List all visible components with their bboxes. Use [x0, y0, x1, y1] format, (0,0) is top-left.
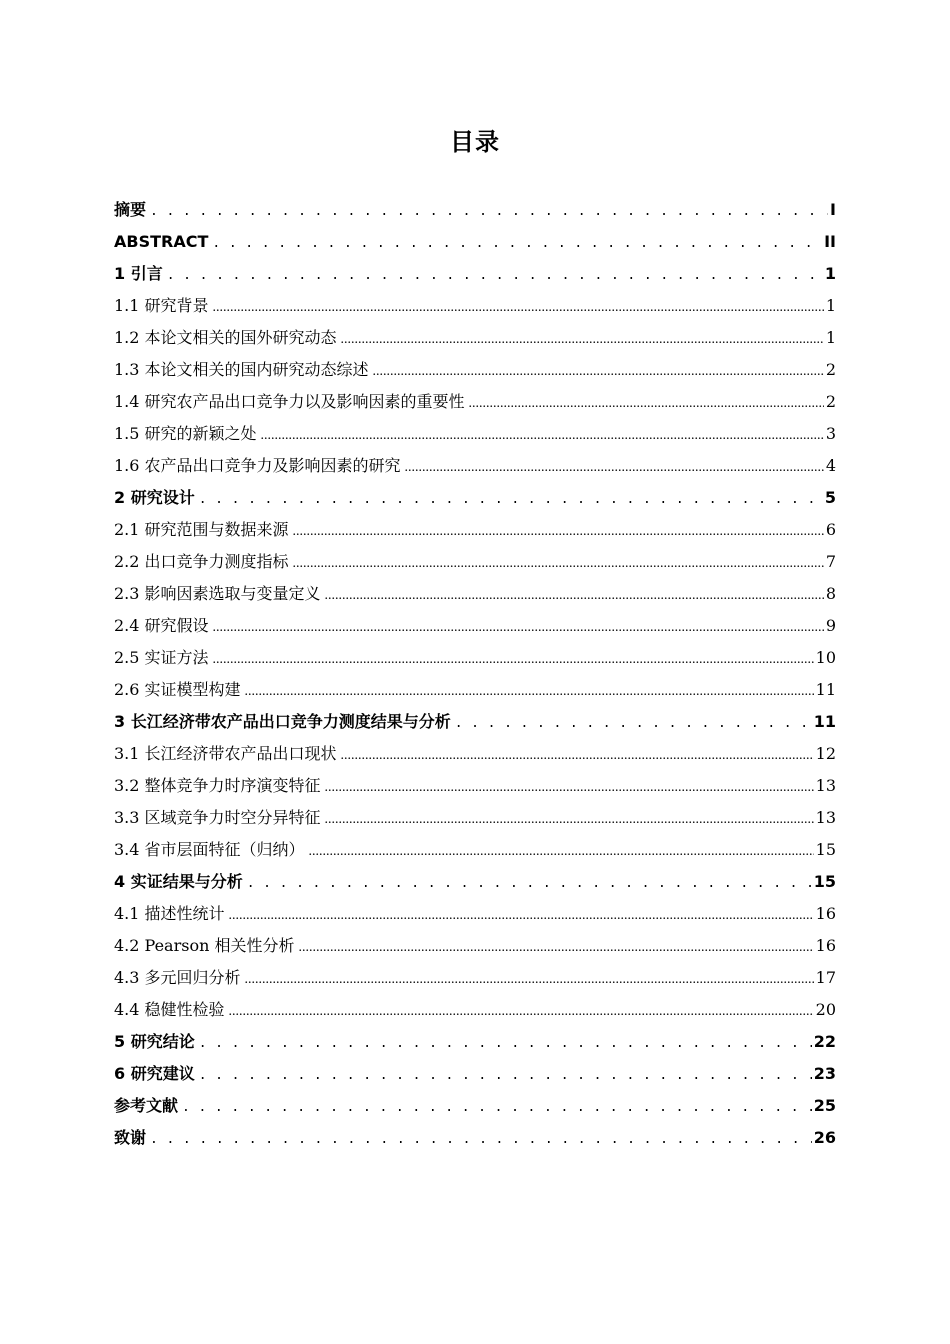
toc-dot-leader — [212, 226, 822, 258]
toc-entry[interactable] — [114, 802, 836, 834]
toc-entry-title: 1.5 研究的新颖之处 — [114, 424, 257, 443]
toc-dot-leader — [325, 770, 814, 802]
toc-entry-page-number: 1 — [825, 328, 836, 347]
toc-entry-page-number: 11 — [815, 680, 836, 699]
toc-entry-page-number: 13 — [815, 808, 836, 827]
toc-entry-page-number: 7 — [825, 552, 836, 571]
toc-dot-leader — [341, 322, 824, 354]
toc-entry[interactable] — [114, 994, 836, 1026]
toc-dot-leader — [213, 642, 814, 674]
toc-entry[interactable] — [114, 674, 836, 706]
toc-entry-title: 3 长江经济带农产品出口竞争力测度结果与分析 — [114, 712, 451, 731]
toc-entry-title: 1.1 研究背景 — [114, 296, 209, 315]
toc-entry-page-number: 17 — [815, 968, 836, 987]
toc-entry[interactable] — [114, 1122, 836, 1154]
toc-entry[interactable] — [114, 610, 836, 642]
toc-entry[interactable] — [114, 962, 836, 994]
toc-entry[interactable] — [114, 706, 836, 738]
toc-entry-page-number: 16 — [815, 936, 836, 955]
toc-entry-title: 4.3 多元回归分析 — [114, 968, 241, 987]
toc-entry[interactable] — [114, 738, 836, 770]
toc-dot-leader — [229, 994, 814, 1026]
toc-dot-leader — [298, 930, 813, 962]
toc-entry[interactable] — [114, 482, 836, 514]
toc-entry[interactable] — [114, 642, 836, 674]
toc-entry-page-number: 12 — [815, 744, 836, 763]
toc-entry-page-number: 15 — [815, 840, 836, 859]
toc-entry[interactable] — [114, 866, 836, 898]
toc-entry-title: 3.1 长江经济带农产品出口现状 — [114, 744, 337, 763]
toc-entry-page-number: 9 — [825, 616, 836, 635]
toc-entry-title: 4.1 描述性统计 — [114, 904, 225, 923]
toc-entry-page-number: 22 — [813, 1032, 836, 1051]
toc-entry-title: ABSTRACT — [114, 232, 209, 251]
toc-entry[interactable] — [114, 450, 836, 482]
toc-entry-title: 3.3 区域竞争力时空分异特征 — [114, 808, 321, 827]
toc-entry[interactable] — [114, 290, 836, 322]
toc-entry[interactable] — [114, 1026, 836, 1058]
toc-entry[interactable] — [114, 1090, 836, 1122]
toc-dot-leader — [325, 802, 814, 834]
toc-dot-leader — [150, 194, 828, 226]
toc-entry-page-number: 3 — [825, 424, 836, 443]
toc-entry-title: 1 引言 — [114, 264, 163, 283]
toc-dot-leader — [199, 1058, 812, 1090]
toc-dot-leader — [373, 354, 824, 386]
toc-dot-leader — [199, 1026, 812, 1058]
toc-entry-page-number: 4 — [825, 456, 836, 475]
toc-entry-page-number: 2 — [825, 360, 836, 379]
toc-dot-leader — [245, 674, 814, 706]
toc-dot-leader — [247, 866, 812, 898]
toc-entry-title: 2.5 实证方法 — [114, 648, 209, 667]
toc-entry-title: 3.4 省市层面特征（归纳） — [114, 840, 305, 859]
toc-entry-title: 3.2 整体竞争力时序演变特征 — [114, 776, 321, 795]
toc-entry-title: 1.3 本论文相关的国内研究动态综述 — [114, 360, 369, 379]
toc-entry[interactable] — [114, 930, 836, 962]
toc-entry-page-number: II — [824, 232, 836, 251]
toc-dot-leader — [469, 386, 824, 418]
toc-entry-title: 2.4 研究假设 — [114, 616, 209, 635]
toc-dot-leader — [341, 738, 814, 770]
toc-entry-page-number: 10 — [815, 648, 836, 667]
toc-dot-leader — [182, 1090, 812, 1122]
toc-dot-leader — [309, 834, 814, 866]
toc-entry-title: 1.2 本论文相关的国外研究动态 — [114, 328, 337, 347]
toc-entry-title: 2 研究设计 — [114, 488, 195, 507]
toc-entry-page-number: 23 — [813, 1064, 836, 1083]
toc-entry-page-number: 15 — [813, 872, 836, 891]
toc-entry-title: 摘要 — [114, 200, 147, 219]
toc-entry-page-number: 11 — [813, 712, 836, 731]
toc-entry[interactable] — [114, 770, 836, 802]
toc-entry[interactable] — [114, 226, 836, 258]
toc-entry-page-number: 1 — [825, 296, 836, 315]
toc-dot-leader — [293, 546, 824, 578]
toc-entry-title: 1.4 研究农产品出口竞争力以及影响因素的重要性 — [114, 392, 465, 411]
toc-entry[interactable] — [114, 194, 836, 226]
toc-entry-title: 2.2 出口竞争力测度指标 — [114, 552, 289, 571]
toc-entry-page-number: 8 — [825, 584, 836, 603]
toc-dot-leader — [245, 962, 814, 994]
toc-entry-page-number: 13 — [815, 776, 836, 795]
toc-entry[interactable] — [114, 386, 836, 418]
toc-entry-title: 6 研究建议 — [114, 1064, 195, 1083]
toc-entry[interactable] — [114, 898, 836, 930]
toc-entry-title: 致谢 — [114, 1128, 147, 1147]
toc-entry-title: 2.3 影响因素选取与变量定义 — [114, 584, 321, 603]
toc-dot-leader — [293, 514, 824, 546]
toc-entry-page-number: 2 — [825, 392, 836, 411]
toc-dot-leader — [213, 290, 824, 322]
toc-entry[interactable] — [114, 322, 836, 354]
toc-entry-page-number: I — [830, 200, 836, 219]
toc-entry[interactable] — [114, 258, 836, 290]
toc-entry[interactable] — [114, 354, 836, 386]
toc-entry-page-number: 5 — [824, 488, 836, 507]
toc-entry-title: 2.6 实证模型构建 — [114, 680, 241, 699]
toc-dot-leader — [167, 258, 823, 290]
page-title: 目录 — [450, 128, 500, 156]
toc-entry-page-number: 6 — [825, 520, 836, 539]
toc-entry-page-number: 1 — [824, 264, 836, 283]
toc-dot-leader — [150, 1122, 812, 1154]
toc-dot-leader — [229, 898, 814, 930]
toc-entry[interactable] — [114, 1058, 836, 1090]
toc-entry-page-number: 20 — [815, 1000, 836, 1019]
toc-entry[interactable] — [114, 834, 836, 866]
toc-entry-page-number: 25 — [813, 1096, 836, 1115]
toc-dot-leader — [261, 418, 824, 450]
toc-entry-title: 参考文献 — [114, 1096, 179, 1115]
toc-entry-title: 2.1 研究范围与数据来源 — [114, 520, 289, 539]
toc-entry[interactable] — [114, 514, 836, 546]
toc-dot-leader — [455, 706, 812, 738]
toc-dot-leader — [325, 578, 824, 610]
toc-entry[interactable] — [114, 546, 836, 578]
toc-entry-title: 1.6 农产品出口竞争力及影响因素的研究 — [114, 456, 401, 475]
toc-entry-title: 4.4 稳健性检验 — [114, 1000, 225, 1019]
toc-entry-title: 5 研究结论 — [114, 1032, 195, 1051]
toc-entry-page-number: 26 — [813, 1128, 836, 1147]
toc-entry-title: 4 实证结果与分析 — [114, 872, 243, 891]
table-of-contents — [114, 194, 836, 1154]
toc-dot-leader — [405, 450, 824, 482]
toc-entry-page-number: 16 — [815, 904, 836, 923]
toc-dot-leader — [213, 610, 824, 642]
toc-entry[interactable] — [114, 578, 836, 610]
toc-entry-title: 4.2 Pearson 相关性分析 — [114, 936, 295, 955]
toc-dot-leader — [199, 482, 823, 514]
toc-entry[interactable] — [114, 418, 836, 450]
